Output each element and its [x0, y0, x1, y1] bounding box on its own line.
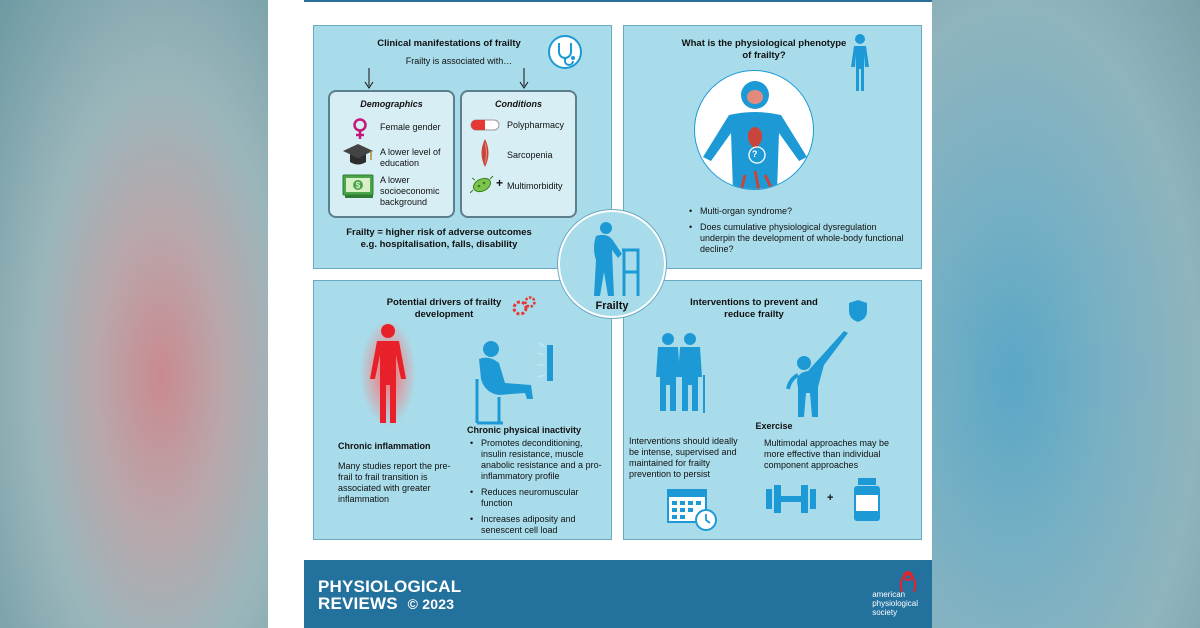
muscle-icon [478, 139, 492, 167]
stretching-person-icon [784, 329, 854, 421]
journal-title-line1: PHYSIOLOGICAL [318, 577, 462, 596]
society-line: society [872, 608, 898, 617]
gears-icon [511, 295, 537, 317]
elderly-walker-icon [586, 220, 646, 298]
copyright-year: © 2023 [407, 596, 455, 612]
frailty-risk-examples: e.g. hospitalisation, falls, disability [360, 239, 518, 250]
panel-interventions [623, 280, 922, 540]
inflammation-text: Many studies report the pre-frail to frail transition is associated with greater inflammation [338, 461, 451, 504]
conditions-heading: Conditions [495, 99, 542, 109]
inflammation-heading: Chronic inflammation [338, 441, 431, 451]
bacteria-icon [470, 174, 494, 196]
female-symbol-icon [352, 118, 368, 140]
journal-footer [304, 560, 932, 628]
demographic-item: Female gender [380, 122, 441, 132]
inflamed-human-figure-icon [360, 319, 416, 427]
journal-title [318, 578, 461, 613]
panel-subtitle: Frailty is associated with… [405, 56, 513, 66]
demographic-item: A lower level of education [380, 147, 441, 168]
bullet-item: • Does cumulative physiological dysregulation underpin the development of whole-body functional decline? [689, 222, 904, 255]
demographic-item: A lower socioeconomic background [380, 175, 440, 207]
bullet-item: • Increases adiposity and senescent cell load [470, 514, 610, 536]
pill-icon [470, 119, 500, 131]
human-figure-icon [849, 33, 871, 93]
blurred-background-left [0, 0, 268, 628]
question-mark: ? [752, 149, 758, 159]
panel-drivers [313, 280, 612, 540]
plus-sign: + [496, 176, 504, 190]
infographic-poster [268, 0, 932, 628]
demographics-heading: Demographics [360, 99, 423, 109]
panel-title-line2: reduce frailty [724, 309, 784, 320]
condition-item: Multimorbidity [507, 181, 563, 191]
panel-physiological-phenotype [623, 25, 922, 269]
blurred-background-right [932, 0, 1200, 628]
human-torso-icon [695, 71, 814, 190]
demographics-card [328, 90, 455, 218]
bullet-item: • Promotes deconditioning, insulin resistance, muscle anabolic resistance and a pro-inflammatory profile [470, 438, 610, 482]
bullet-item: • Reduces neuromuscular function [470, 487, 610, 509]
panel-title-line2: of frailty? [742, 50, 786, 61]
frailty-risk-line: Frailty = higher risk of adverse outcomes [346, 227, 532, 238]
money-icon [342, 174, 374, 200]
panel-title-line1: What is the physiological phenotype [681, 38, 847, 49]
stethoscope-icon [548, 35, 582, 69]
svg-text:$: $ [355, 181, 361, 190]
shield-icon [848, 299, 868, 323]
society-line: american [872, 590, 906, 599]
panel-title: Clinical manifestations of frailty [377, 38, 521, 49]
intervention-right-text: Multimodal approaches may be more effective than individual component approaches [764, 438, 890, 470]
panel-title-line2: development [414, 309, 474, 320]
arrow-down-icon [364, 68, 374, 90]
body-organs-illustration [694, 70, 814, 190]
society-line: physiological [872, 599, 918, 608]
supplement-jar-icon [852, 477, 882, 523]
intervention-left-text: Interventions should ideally be intense, supervised and maintained for frailty prevention to persist [629, 436, 738, 479]
dumbbell-icon [764, 483, 818, 515]
conditions-card [460, 90, 577, 218]
seated-person-tv-icon [469, 339, 559, 425]
society-name [872, 590, 918, 617]
panel-title-line1: Interventions to prevent and [690, 297, 818, 308]
panel-title-line1: Potential drivers of frailty [386, 297, 502, 308]
phenotype-bullets [689, 206, 904, 260]
center-label: Frailty [595, 300, 629, 312]
exercise-label: Exercise [755, 421, 793, 431]
arrow-down-icon [519, 68, 529, 90]
inactivity-heading: Chronic physical inactivity [467, 425, 582, 435]
condition-item: Polypharmacy [507, 120, 565, 130]
graduation-cap-icon [342, 142, 374, 168]
top-rule [304, 0, 932, 2]
frailty-center-badge [558, 210, 666, 318]
journal-title-line2: REVIEWS [318, 594, 398, 613]
condition-item: Sarcopenia [507, 150, 553, 160]
calendar-clock-icon [666, 484, 718, 532]
plus-sign: + [827, 492, 834, 504]
bullet-item: • Multi-organ syndrome? [689, 206, 904, 217]
inactivity-bullets [470, 438, 610, 541]
elderly-couple-icon [652, 331, 708, 415]
